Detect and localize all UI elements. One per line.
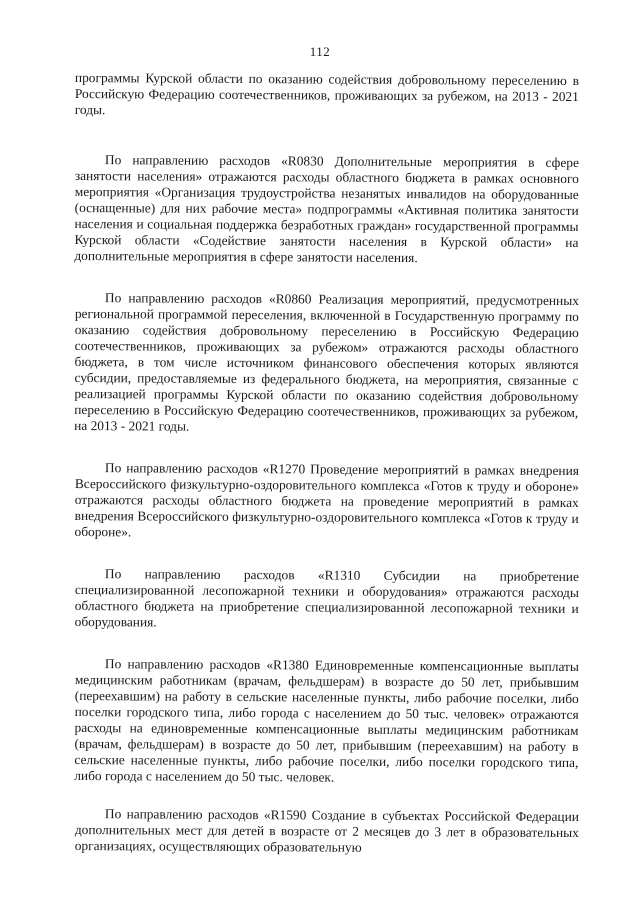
- page-number: 112: [309, 44, 331, 59]
- paragraph-r0860: По направлению расходов «R0860 Реализация мероприятий, предусмотренных региональной программой переселения, включенной в Государственную программу по оказанию содействия добровольному переселению в Российскую Федерацию соотечественников, проживающих за рубежом» отражаются расходы областного бюджета, в том числе источником финансового обеспечения которых являются субсидии, предоставляемые из федерального бюджета, на мероприятия, связанные с реализацией программы Курской области по оказанию содействия добровольному переселению в Российскую Федерацию соотечественников, проживающих за рубежом, на 2013 - 2021 годы.: [74, 290, 579, 434]
- paragraph-r0830: По направлению расходов «R0830 Дополнительные мероприятия в сфере занятости населения» отражаются расходы областного бюджета в рамках основного мероприятия «Организация трудоустройства незанятых инвалидов на оборудованные (оснащенные) для них рабочие места» подпрограммы «Активная политика занятости населения и социальная поддержка безработных граждан» государственной программы Курской области «Содействие занятости населения в Курской области» на дополнительные мероприятия в сфере занятости населения.: [74, 152, 579, 266]
- paragraph-r1310: По направлению расходов «R1310 Субсидии на приобретение специализированной лесопожарной техники и оборудования» отражаются расходы областного бюджета на приобретение специализированной лесопожарной техники и оборудования.: [74, 566, 579, 630]
- paragraph-r1590: По направлению расходов «R1590 Создание в субъектах Российской Федерации дополнительных мест для детей в возрасте от 2 месяцев до 3 лет в образовательных организациях, осуществляющих образовательную: [74, 806, 579, 855]
- document-body: [75, 70, 579, 854]
- paragraph-r1380: По направлению расходов «R1380 Единовременные компенсационные выплаты медицинским работникам (врачам, фельдшерам) в возрасте до 50 лет, прибывшим (переехавшим) на работу в сельские населенные пункты, либо рабочие поселки, либо поселки городского типа, либо города с населением до 50 тыс. человек» отражаются расходы на единовременные компенсационные выплаты медицинским работникам (врачам, фельдшерам) в возрасте до 50 лет, прибывшим (переехавшим) на работу в сельские населенные пункты, либо рабочие поселки, либо поселки городского типа, либо города с населением до 50 тыс. человек.: [74, 656, 579, 785]
- paragraph-r1270: По направлению расходов «R1270 Проведение мероприятий в рамках внедрения Всероссийского физкультурно-оздоровительного комплекса «Готов к труду и обороне» отражаются расходы областного бюджета на проведение мероприятий в рамках внедрения Всероссийского физкультурно-оздоровительного комплекса «Готов к труду и обороне».: [74, 460, 579, 540]
- paragraph-continuation: программы Курской области по оказанию содействия добровольному переселению в Российскую Федерацию соотечественников, проживающих за рубежом, на 2013 - 2021 годы.: [74, 70, 579, 118]
